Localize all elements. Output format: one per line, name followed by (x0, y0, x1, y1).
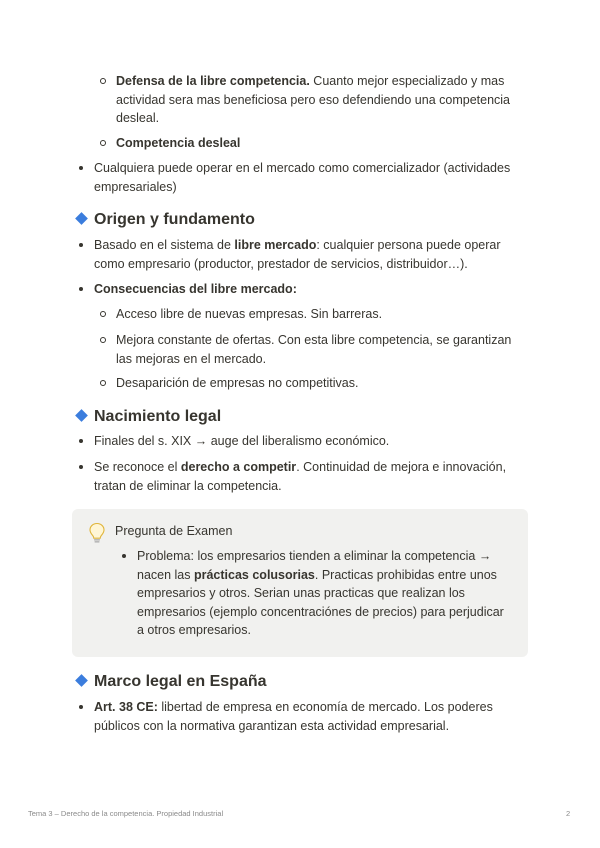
list-item: Se reconoce el derecho a competir. Continuidad de mejora e innovación, tratan de eliminar la competencia. (0, 458, 524, 495)
callout-list (0, 547, 507, 640)
blue-diamond-icon (75, 674, 88, 687)
list-item (0, 134, 528, 153)
list-item: Basado en el sistema de libre mercado: cualquier persona puede operar como empresario (productor, prestador de servicios, distribuidor…). (0, 236, 524, 273)
blue-diamond-icon (75, 212, 88, 225)
list-item (0, 159, 524, 196)
blue-diamond-icon (75, 409, 88, 422)
list-item (0, 72, 528, 128)
item-bold: Consecuencias del libre mercado: (94, 282, 297, 296)
nacimiento-list-2 (0, 458, 524, 495)
item-bold: Defensa de la libre competencia. (116, 74, 310, 88)
item-text: Cuanto mejor especializado y mas actividad sera mas beneficiosa pero eso defendiendo una competencia desleal. (116, 74, 511, 125)
section-heading-marco: Marco legal en España (76, 671, 267, 693)
item-bold: Competencia desleal (116, 136, 241, 150)
item-bold: derecho a competir (180, 460, 297, 474)
nacimiento-list (0, 432, 524, 451)
item-text: Cualquiera puede operar en el mercado como comercializador (actividades empresariales) (94, 161, 511, 194)
item-bold: Art. 38 CE: (94, 700, 158, 714)
lightbulb-icon (88, 522, 106, 544)
list-item: Art. 38 CE: libertad de empresa en economía de mercado. Los poderes públicos con la normativa garantizan esta actividad empresarial. (0, 698, 524, 735)
list-item (0, 280, 524, 299)
list-item: Finales del s. XIX → auge del liberalismo económico. (0, 432, 524, 451)
list-item: Problema: los empresarios tienden a eliminar la competencia → nacen las prácticas colusorias. Practicas prohibidas entre unos empresarios y otros. Serian unas practicas que realizan los empresarios (ejemplo concentraciónes de precios) para perjudicar a otros empresarios. (0, 547, 507, 640)
footer-text: Tema 3 – Derecho de la competencia. Propiedad Industrial (28, 809, 224, 818)
origen-sublist-3 (0, 374, 528, 393)
top-sublist (0, 72, 528, 128)
page-number: 2 (566, 809, 571, 818)
origen-sublist-2 (0, 331, 528, 368)
section-heading-origen: Origen y fundamento (76, 209, 255, 231)
item-bold: libre mercado (234, 238, 317, 252)
top-sublist-2 (0, 134, 528, 153)
item-bold: prácticas colusorias (193, 567, 315, 582)
callout-title: Pregunta de Examen (115, 524, 233, 538)
list-item: Mejora constante de ofertas. Con esta libre competencia, se garantizan las mejoras en el mercado. (0, 331, 528, 368)
list-item: Acceso libre de nuevas empresas. Sin barreras. (0, 305, 528, 324)
origen-list-2 (0, 280, 524, 299)
section-heading-nacimiento: Nacimiento legal (76, 406, 221, 428)
origen-sublist (0, 305, 528, 324)
list-item: Desaparición de empresas no competitivas. (0, 374, 528, 393)
top-list (0, 159, 524, 196)
origen-list (0, 236, 524, 273)
marco-list (0, 698, 524, 735)
